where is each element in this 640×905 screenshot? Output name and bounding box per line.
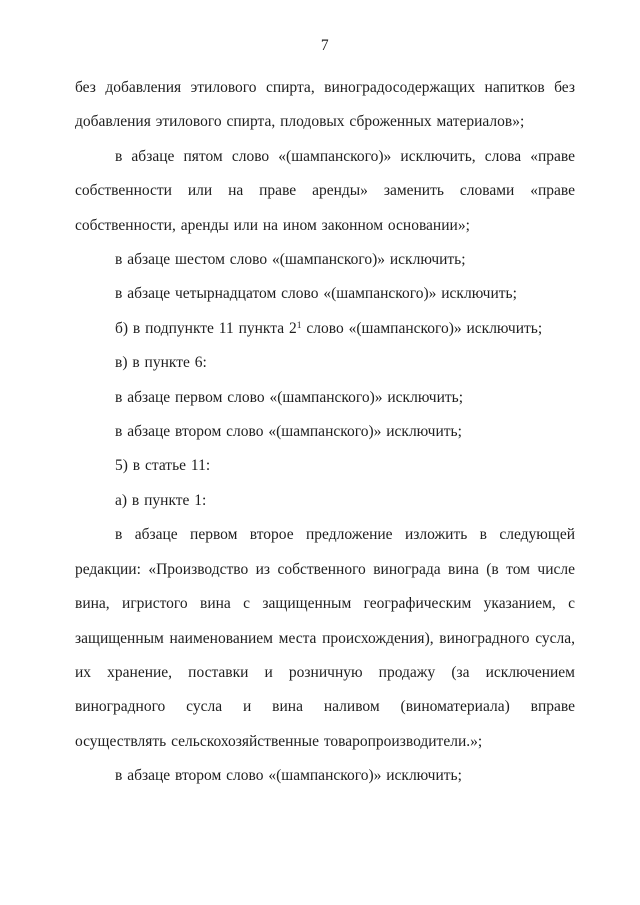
paragraph xyxy=(75,381,575,415)
paragraph xyxy=(75,449,575,483)
paragraph xyxy=(75,518,575,759)
paragraph xyxy=(75,277,575,311)
paragraph xyxy=(75,484,575,518)
paragraph-text: без добавления этилового спирта, виноградосодержащих напитков без добавления этилового спирта, плодовых сброженных материалов»; xyxy=(75,79,575,131)
page-number: 7 xyxy=(320,37,330,54)
paragraph-text: слово «(шампанского)» исключить; xyxy=(301,319,543,337)
paragraph xyxy=(75,71,575,140)
paragraph xyxy=(75,759,575,793)
paragraph-text: б) в подпункте 11 пункта 2 xyxy=(115,319,297,337)
paragraph-text: в абзаце первом второе предложение изложить в следующей редакции: «Производство из собственного винограда вина (в том числе вина, игристого вина с защищенным географическим указанием, с защищенным наименованием места происхождения), виноградного сусла, их хранение, поставки и розничную продажу (за исключением виноградного сусла и вина наливом (виноматериала) вправе осуществлять сельскохозяйственные товаропроизводители.»; xyxy=(75,526,575,750)
paragraph-text: в абзаце шестом слово «(шампанского)» исключить; xyxy=(115,251,466,269)
superscript-text: 1 xyxy=(296,319,302,331)
paragraph xyxy=(75,415,575,449)
paragraph-text: в абзаце пятом слово «(шампанского)» исключить, слова «праве собственности или на праве аренды» заменить словами «праве собственности, аренды или на ином законном основании»; xyxy=(75,147,575,234)
paragraph-text: в абзаце втором слово «(шампанского)» исключить; xyxy=(115,423,462,441)
paragraph-text: в абзаце первом слово «(шампанского)» исключить; xyxy=(115,388,464,406)
paragraph-text: в) в пункте 6: xyxy=(115,354,207,372)
paragraph-text: 5) в статье 11: xyxy=(115,457,211,475)
document-body xyxy=(75,71,575,794)
paragraph xyxy=(75,312,575,346)
paragraph xyxy=(75,243,575,277)
paragraph xyxy=(75,346,575,380)
paragraph-text: в абзаце четырнадцатом слово «(шампанского)» исключить; xyxy=(115,285,517,303)
paragraph xyxy=(75,140,575,243)
paragraph-text: в абзаце втором слово «(шампанского)» исключить; xyxy=(115,767,462,785)
paragraph-text: а) в пункте 1: xyxy=(115,491,207,509)
